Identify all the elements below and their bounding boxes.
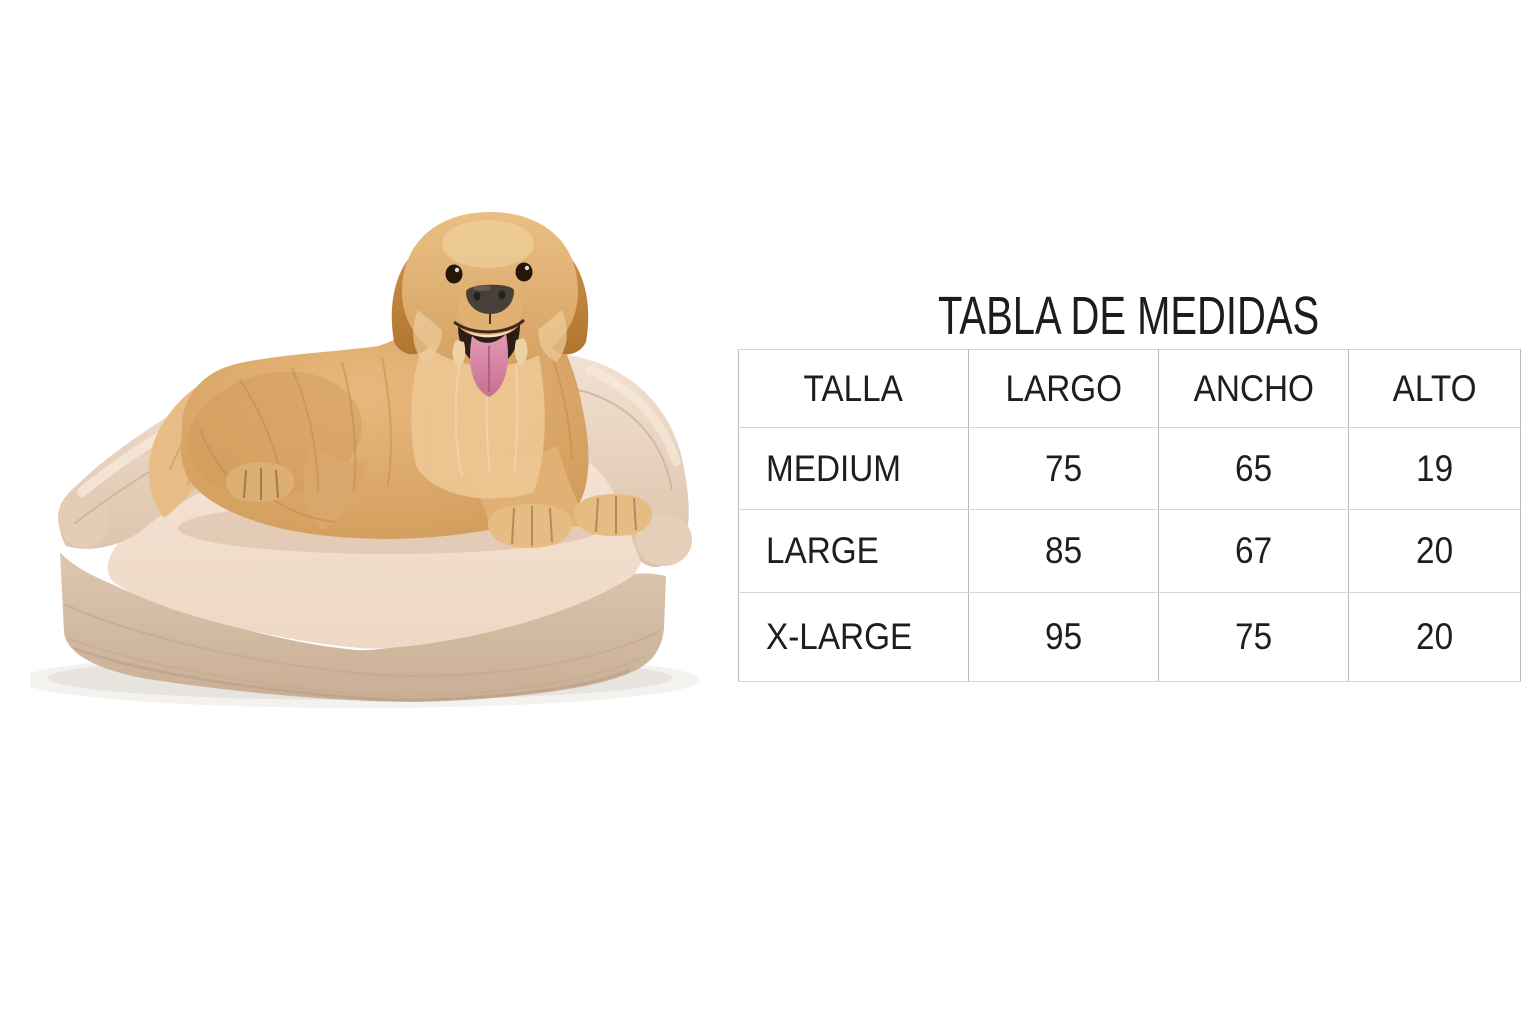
cell-alto: 19	[1349, 428, 1521, 510]
col-header-alto: ALTO	[1349, 350, 1521, 428]
col-header-ancho: ANCHO	[1159, 350, 1349, 428]
col-header-largo: LARGO	[969, 350, 1159, 428]
cell-size-name: MEDIUM	[739, 428, 969, 510]
size-chart-header-row	[739, 350, 1521, 428]
cell-largo: 95	[969, 593, 1159, 682]
cell-largo: 75	[969, 428, 1159, 510]
dog-on-bed-illustration	[30, 200, 710, 710]
product-photo	[30, 200, 710, 710]
cell-largo: 85	[969, 510, 1159, 593]
size-row-large	[739, 510, 1521, 593]
size-chart-title-text: TABLA DE MEDIDAS	[938, 286, 1320, 347]
cell-ancho: 67	[1159, 510, 1349, 593]
cell-alto: 20	[1349, 510, 1521, 593]
cell-size-name: LARGE	[739, 510, 969, 593]
dog-left-paw	[226, 462, 294, 502]
size-row-medium	[739, 428, 1521, 510]
size-chart-title	[738, 286, 1520, 347]
cell-size-name: X-LARGE	[739, 593, 969, 682]
cell-ancho: 75	[1159, 593, 1349, 682]
size-row-x-large	[739, 593, 1521, 682]
col-header-talla: TALLA	[739, 350, 969, 428]
size-chart-table	[738, 349, 1521, 682]
cell-alto: 20	[1349, 593, 1521, 682]
cell-ancho: 65	[1159, 428, 1349, 510]
